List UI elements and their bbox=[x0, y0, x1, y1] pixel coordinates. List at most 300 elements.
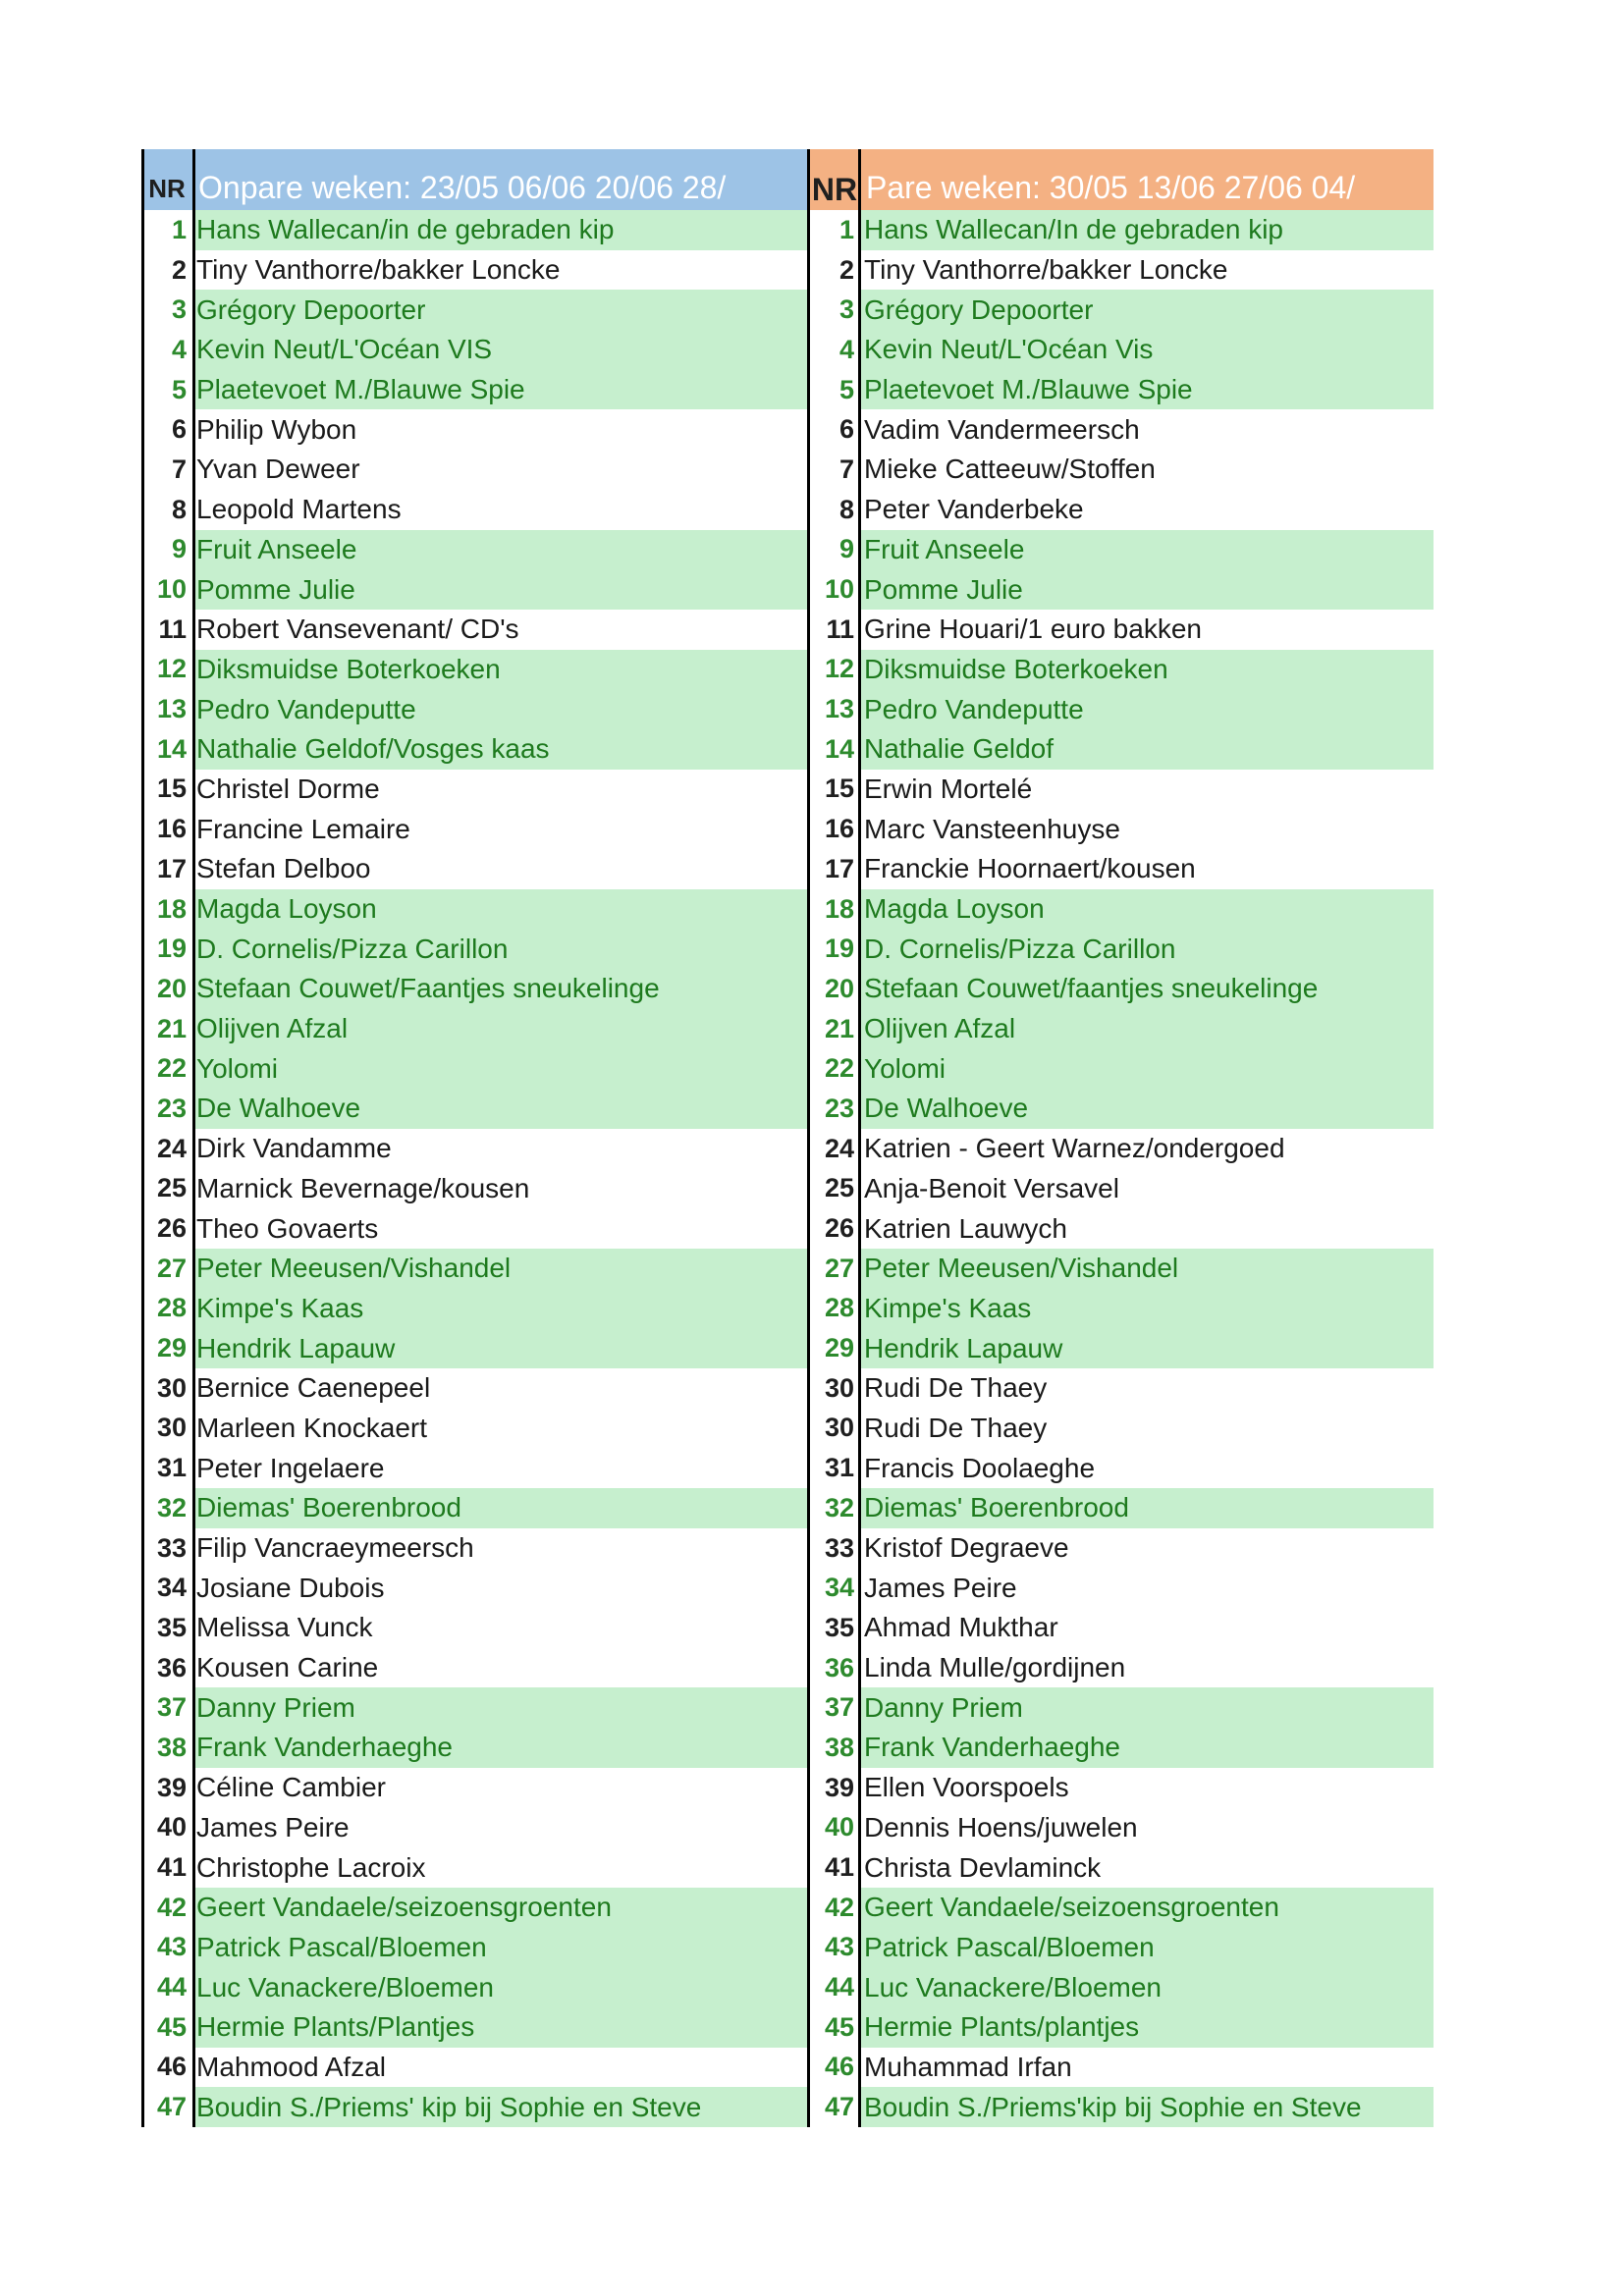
row-number: 41 bbox=[156, 1852, 187, 1883]
table-row bbox=[141, 1328, 809, 1368]
vendor-name: Frank Vanderhaeghe bbox=[192, 1728, 809, 1768]
table-row bbox=[809, 210, 1434, 250]
vendor-name: Peter Meeusen/Vishandel bbox=[860, 1249, 1434, 1289]
table-row bbox=[809, 1687, 1434, 1728]
vendor-name: Christa Devlaminck bbox=[864, 1851, 1102, 1883]
table-row bbox=[141, 1888, 809, 1928]
table-row bbox=[809, 809, 1434, 849]
row-number: 30 bbox=[824, 1413, 854, 1443]
row-number: 22 bbox=[156, 1053, 187, 1084]
table-row bbox=[809, 1728, 1434, 1768]
table-row bbox=[141, 2048, 809, 2088]
row-number: 27 bbox=[824, 1253, 854, 1283]
table-row bbox=[809, 1129, 1434, 1169]
table-row bbox=[809, 929, 1434, 969]
vendor-name: Muhammad Irfan bbox=[864, 2051, 1072, 2082]
vendor-name: Danny Priem bbox=[192, 1687, 809, 1728]
row-number: 15 bbox=[824, 774, 854, 804]
odd-weeks-rows bbox=[141, 210, 809, 2127]
odd-weeks-title: Onpare weken: 23/05 06/06 20/06 28/ bbox=[192, 149, 809, 210]
row-number: 43 bbox=[824, 1932, 854, 1962]
table-row bbox=[809, 849, 1434, 889]
table-row bbox=[141, 1808, 809, 1848]
row-number: 35 bbox=[156, 1612, 187, 1642]
vendor-name: Francis Doolaeghe bbox=[864, 1452, 1096, 1483]
row-number: 47 bbox=[156, 2092, 187, 2122]
table-row bbox=[141, 1847, 809, 1888]
row-number: 40 bbox=[824, 1812, 854, 1842]
table-row bbox=[141, 1249, 809, 1289]
vendor-name: James Peire bbox=[196, 1811, 350, 1842]
table-row bbox=[809, 1967, 1434, 2007]
row-number: 28 bbox=[156, 1293, 187, 1323]
vendor-name: Pomme Julie bbox=[860, 569, 1434, 610]
vendor-name: Diksmuidse Boterkoeken bbox=[192, 650, 809, 690]
table-row bbox=[141, 1048, 809, 1089]
table-row bbox=[141, 210, 809, 250]
table-row bbox=[141, 2007, 809, 2048]
even-weeks-rows bbox=[809, 210, 1434, 2127]
table-row bbox=[809, 409, 1434, 450]
vendor-name: Magda Loyson bbox=[860, 889, 1434, 930]
table-row bbox=[809, 250, 1434, 291]
row-number: 34 bbox=[156, 1573, 187, 1603]
row-number: 1 bbox=[839, 214, 854, 244]
row-number: 2 bbox=[839, 254, 854, 285]
table-row bbox=[809, 689, 1434, 729]
row-number: 22 bbox=[824, 1053, 854, 1084]
table-row bbox=[809, 2048, 1434, 2088]
row-number: 27 bbox=[156, 1253, 187, 1283]
vendor-name: Kimpe's Kaas bbox=[860, 1289, 1434, 1329]
row-number: 4 bbox=[171, 334, 187, 364]
vendor-name: Rudi De Thaey bbox=[864, 1372, 1048, 1404]
row-number: 26 bbox=[824, 1213, 854, 1244]
table-row bbox=[809, 490, 1434, 530]
row-number: 43 bbox=[156, 1932, 187, 1962]
table-row bbox=[809, 530, 1434, 570]
table-row bbox=[809, 770, 1434, 810]
row-number: 15 bbox=[156, 774, 187, 804]
table-row bbox=[809, 1409, 1434, 1449]
vendor-name: Vadim Vandermeersch bbox=[864, 413, 1140, 445]
vendor-name: Filip Vancraeymeersch bbox=[196, 1532, 474, 1564]
table-row bbox=[141, 490, 809, 530]
row-number: 11 bbox=[158, 614, 187, 644]
row-number: 32 bbox=[156, 1492, 187, 1522]
vendor-name: Magda Loyson bbox=[192, 889, 809, 930]
row-number: 16 bbox=[156, 814, 187, 844]
table-row bbox=[809, 969, 1434, 1009]
vendor-name: Dennis Hoens/juwelen bbox=[864, 1811, 1138, 1842]
vendor-name: D. Cornelis/Pizza Carillon bbox=[860, 929, 1434, 969]
vendor-name: Grine Houari/1 euro bakken bbox=[864, 614, 1202, 645]
vendor-name: Marleen Knockaert bbox=[196, 1412, 428, 1443]
table-row bbox=[809, 1847, 1434, 1888]
vendor-name: Fruit Anseele bbox=[192, 530, 809, 570]
row-number: 42 bbox=[156, 1892, 187, 1922]
vendor-name: Grégory Depoorter bbox=[192, 290, 809, 330]
row-number: 5 bbox=[839, 374, 854, 404]
row-number: 7 bbox=[839, 454, 854, 484]
table-row bbox=[809, 1808, 1434, 1848]
row-number: 20 bbox=[824, 973, 854, 1003]
row-number: 7 bbox=[171, 454, 187, 484]
row-number: 12 bbox=[156, 654, 187, 684]
table-row bbox=[809, 1048, 1434, 1089]
table-row bbox=[141, 1169, 809, 1209]
table-row bbox=[141, 1528, 809, 1569]
vendor-name: Stefaan Couwet/Faantjes sneukelinge bbox=[192, 969, 809, 1009]
vendor-name: Geert Vandaele/seizoensgroenten bbox=[860, 1888, 1434, 1928]
vendor-name: Céline Cambier bbox=[196, 1772, 386, 1803]
row-number: 21 bbox=[156, 1013, 187, 1043]
vendor-name: Hendrik Lapauw bbox=[860, 1328, 1434, 1368]
row-number: 6 bbox=[171, 414, 187, 445]
table-row bbox=[141, 1289, 809, 1329]
vendor-name: Hermie Plants/Plantjes bbox=[192, 2007, 809, 2048]
table-row bbox=[141, 530, 809, 570]
row-number: 12 bbox=[824, 654, 854, 684]
table-row bbox=[141, 889, 809, 930]
row-number: 35 bbox=[824, 1612, 854, 1642]
left-border-line bbox=[141, 149, 144, 2127]
table-row bbox=[809, 569, 1434, 610]
table-row bbox=[809, 1928, 1434, 1968]
vendor-name: Yolomi bbox=[860, 1048, 1434, 1089]
table-row bbox=[141, 1768, 809, 1808]
row-number: 18 bbox=[824, 893, 854, 924]
vendor-name: Erwin Mortelé bbox=[864, 773, 1033, 804]
odd-nr-divider bbox=[192, 149, 195, 2127]
vendor-name: Marnick Bevernage/kousen bbox=[196, 1172, 530, 1203]
table-row bbox=[809, 1208, 1434, 1249]
row-number: 11 bbox=[826, 614, 854, 644]
vendor-name: Danny Priem bbox=[860, 1687, 1434, 1728]
row-number: 4 bbox=[839, 334, 854, 364]
table-row bbox=[809, 1328, 1434, 1368]
vendor-name: Plaetevoet M./Blauwe Spie bbox=[860, 370, 1434, 410]
table-row bbox=[141, 969, 809, 1009]
table-row bbox=[141, 569, 809, 610]
row-number: 36 bbox=[824, 1652, 854, 1682]
table-row bbox=[809, 610, 1434, 650]
vendor-name: Anja-Benoit Versavel bbox=[864, 1172, 1119, 1203]
row-number: 38 bbox=[156, 1732, 187, 1762]
vendor-name: Peter Vanderbeke bbox=[864, 494, 1084, 525]
table-row bbox=[809, 370, 1434, 410]
table-row bbox=[141, 1409, 809, 1449]
vendor-name: Olijven Afzal bbox=[860, 1009, 1434, 1049]
row-number: 31 bbox=[824, 1453, 854, 1483]
vendor-name: Peter Meeusen/Vishandel bbox=[192, 1249, 809, 1289]
row-number: 45 bbox=[156, 2011, 187, 2042]
table-row bbox=[809, 729, 1434, 770]
middle-divider-line bbox=[807, 149, 810, 2127]
vendor-name: Francine Lemaire bbox=[196, 813, 410, 844]
row-number: 30 bbox=[156, 1413, 187, 1443]
vendor-name: Pomme Julie bbox=[192, 569, 809, 610]
row-number: 9 bbox=[839, 534, 854, 564]
row-number: 31 bbox=[156, 1453, 187, 1483]
table-row bbox=[809, 1448, 1434, 1488]
even-weeks-title: Pare weken: 30/05 13/06 27/06 04/ bbox=[860, 149, 1434, 210]
table-row bbox=[141, 250, 809, 291]
table-row bbox=[141, 2087, 809, 2127]
row-number: 40 bbox=[156, 1812, 187, 1842]
vendor-name: Christophe Lacroix bbox=[196, 1851, 426, 1883]
table-row bbox=[809, 1528, 1434, 1569]
vendor-name: Plaetevoet M./Blauwe Spie bbox=[192, 370, 809, 410]
table-row bbox=[809, 1608, 1434, 1648]
table-row bbox=[141, 1967, 809, 2007]
row-number: 23 bbox=[824, 1093, 854, 1123]
vendor-name: Grégory Depoorter bbox=[860, 290, 1434, 330]
row-number: 38 bbox=[824, 1732, 854, 1762]
vendor-name: Bernice Caenepeel bbox=[196, 1372, 431, 1404]
even-nr-header: NR bbox=[809, 149, 860, 210]
table-row bbox=[141, 1089, 809, 1129]
table-row bbox=[141, 689, 809, 729]
table-row bbox=[141, 1687, 809, 1728]
vendor-name: Patrick Pascal/Bloemen bbox=[860, 1928, 1434, 1968]
table-row bbox=[809, 1488, 1434, 1528]
row-number: 29 bbox=[824, 1333, 854, 1363]
vendor-name: Kristof Degraeve bbox=[864, 1532, 1069, 1564]
table-row bbox=[809, 1249, 1434, 1289]
table-row bbox=[141, 1448, 809, 1488]
table-row bbox=[809, 1169, 1434, 1209]
vendor-name: Kousen Carine bbox=[196, 1652, 379, 1683]
vendor-name: Katrien Lauwych bbox=[864, 1212, 1068, 1244]
row-number: 42 bbox=[824, 1892, 854, 1922]
vendor-name: Josiane Dubois bbox=[196, 1572, 385, 1603]
table-row bbox=[141, 290, 809, 330]
vendor-name: Marc Vansteenhuyse bbox=[864, 813, 1120, 844]
row-number: 20 bbox=[156, 973, 187, 1003]
table-row bbox=[809, 1089, 1434, 1129]
row-number: 39 bbox=[824, 1772, 854, 1802]
vendor-name: Nathalie Geldof/Vosges kaas bbox=[192, 729, 809, 770]
table-row bbox=[809, 1568, 1434, 1608]
odd-weeks-table bbox=[141, 149, 809, 2127]
row-number: 24 bbox=[156, 1133, 187, 1163]
table-row bbox=[809, 1768, 1434, 1808]
table-row bbox=[141, 330, 809, 370]
row-number: 26 bbox=[156, 1213, 187, 1244]
vendor-name: Pedro Vandeputte bbox=[192, 689, 809, 729]
vendor-name: Ahmad Mukthar bbox=[864, 1612, 1058, 1643]
vendor-name: Rudi De Thaey bbox=[864, 1412, 1048, 1443]
table-row bbox=[141, 650, 809, 690]
vendor-name: Linda Mulle/gordijnen bbox=[864, 1652, 1126, 1683]
row-number: 37 bbox=[824, 1692, 854, 1723]
row-number: 6 bbox=[839, 414, 854, 445]
row-number: 14 bbox=[156, 733, 187, 764]
row-number: 9 bbox=[171, 534, 187, 564]
table-row bbox=[141, 1368, 809, 1409]
table-row bbox=[809, 330, 1434, 370]
vendor-name: Fruit Anseele bbox=[860, 530, 1434, 570]
row-number: 30 bbox=[156, 1372, 187, 1403]
table-row bbox=[141, 409, 809, 450]
row-number: 24 bbox=[824, 1133, 854, 1163]
vendor-name: Hans Wallecan/in de gebraden kip bbox=[192, 210, 809, 250]
vendor-name: De Walhoeve bbox=[192, 1089, 809, 1129]
vendor-name: Luc Vanackere/Bloemen bbox=[860, 1967, 1434, 2007]
row-number: 44 bbox=[156, 1972, 187, 2002]
vendor-name: Philip Wybon bbox=[196, 413, 357, 445]
vendor-name: Melissa Vunck bbox=[196, 1612, 373, 1643]
row-number: 47 bbox=[824, 2092, 854, 2122]
row-number: 46 bbox=[156, 2052, 187, 2082]
table-row bbox=[141, 1928, 809, 1968]
table-row bbox=[141, 929, 809, 969]
even-nr-divider bbox=[858, 149, 861, 2127]
row-number: 34 bbox=[824, 1573, 854, 1603]
vendor-name: Robert Vansevenant/ CD's bbox=[196, 614, 519, 645]
vendor-name: Nathalie Geldof bbox=[860, 729, 1434, 770]
row-number: 3 bbox=[839, 294, 854, 325]
row-number: 19 bbox=[156, 934, 187, 964]
vendor-name: Dirk Vandamme bbox=[196, 1133, 392, 1164]
row-number: 13 bbox=[824, 694, 854, 724]
table-row bbox=[141, 809, 809, 849]
vendor-name: Tiny Vanthorre/bakker Loncke bbox=[864, 254, 1228, 286]
table-row bbox=[141, 1608, 809, 1648]
vendor-name: Stefaan Couwet/faantjes sneukelinge bbox=[860, 969, 1434, 1009]
table-row bbox=[141, 770, 809, 810]
row-number: 8 bbox=[171, 494, 187, 524]
row-number: 25 bbox=[156, 1173, 187, 1203]
table-row bbox=[141, 1728, 809, 1768]
row-number: 18 bbox=[156, 893, 187, 924]
vendor-name: Frank Vanderhaeghe bbox=[860, 1728, 1434, 1768]
odd-weeks-header bbox=[141, 149, 809, 210]
table-row bbox=[141, 450, 809, 490]
row-number: 46 bbox=[824, 2052, 854, 2082]
vendor-name: Hans Wallecan/In de gebraden kip bbox=[860, 210, 1434, 250]
table-row bbox=[809, 1648, 1434, 1688]
table-row bbox=[809, 290, 1434, 330]
row-number: 45 bbox=[824, 2011, 854, 2042]
vendor-name: Ellen Voorspoels bbox=[864, 1772, 1069, 1803]
table-row bbox=[141, 1208, 809, 1249]
table-row bbox=[141, 370, 809, 410]
vendor-name: Theo Govaerts bbox=[196, 1212, 379, 1244]
vendor-name: D. Cornelis/Pizza Carillon bbox=[192, 929, 809, 969]
row-number: 14 bbox=[824, 733, 854, 764]
row-number: 25 bbox=[824, 1173, 854, 1203]
row-number: 36 bbox=[156, 1652, 187, 1682]
row-number: 33 bbox=[156, 1532, 187, 1563]
vendor-name: Diksmuidse Boterkoeken bbox=[860, 650, 1434, 690]
row-number: 1 bbox=[171, 214, 187, 244]
row-number: 30 bbox=[824, 1372, 854, 1403]
table-row bbox=[141, 1488, 809, 1528]
row-number: 13 bbox=[156, 694, 187, 724]
vendor-name: Luc Vanackere/Bloemen bbox=[192, 1967, 809, 2007]
vendor-name: Geert Vandaele/seizoensgroenten bbox=[192, 1888, 809, 1928]
table-row bbox=[141, 1568, 809, 1608]
vendor-name: Tiny Vanthorre/bakker Loncke bbox=[196, 254, 561, 286]
vendor-name: Katrien - Geert Warnez/ondergoed bbox=[864, 1133, 1285, 1164]
vendor-name: Kevin Neut/L'Océan VIS bbox=[192, 330, 809, 370]
vendor-name: Hermie Plants/plantjes bbox=[860, 2007, 1434, 2048]
vendor-name: Mieke Catteeuw/Stoffen bbox=[864, 454, 1156, 485]
row-number: 44 bbox=[824, 1972, 854, 2002]
row-number: 10 bbox=[156, 574, 187, 605]
row-number: 10 bbox=[824, 574, 854, 605]
vendor-name: Boudin S./Priems'kip bij Sophie en Steve bbox=[860, 2087, 1434, 2127]
vendor-name: Yvan Deweer bbox=[196, 454, 360, 485]
vendor-name: Yolomi bbox=[192, 1048, 809, 1089]
vendor-name: Hendrik Lapauw bbox=[192, 1328, 809, 1368]
table-row bbox=[141, 610, 809, 650]
row-number: 2 bbox=[171, 254, 187, 285]
row-number: 17 bbox=[824, 853, 854, 883]
vendor-name: Stefan Delboo bbox=[196, 853, 371, 884]
row-number: 3 bbox=[171, 294, 187, 325]
vendor-name: Patrick Pascal/Bloemen bbox=[192, 1928, 809, 1968]
table-row bbox=[141, 849, 809, 889]
row-number: 39 bbox=[156, 1772, 187, 1802]
table-row bbox=[809, 889, 1434, 930]
vendor-name: Leopold Martens bbox=[196, 494, 402, 525]
row-number: 17 bbox=[156, 853, 187, 883]
vendor-name: Diemas' Boerenbrood bbox=[860, 1488, 1434, 1528]
table-row bbox=[809, 2087, 1434, 2127]
table-row bbox=[809, 1888, 1434, 1928]
row-number: 8 bbox=[839, 494, 854, 524]
vendor-name: De Walhoeve bbox=[860, 1089, 1434, 1129]
vendor-name: Diemas' Boerenbrood bbox=[192, 1488, 809, 1528]
row-number: 29 bbox=[156, 1333, 187, 1363]
even-weeks-table bbox=[809, 149, 1434, 2127]
vendor-name: Kevin Neut/L'Océan Vis bbox=[860, 330, 1434, 370]
vendor-name: Franckie Hoornaert/kousen bbox=[864, 853, 1196, 884]
table-row bbox=[141, 1129, 809, 1169]
row-number: 21 bbox=[824, 1013, 854, 1043]
row-number: 5 bbox=[171, 374, 187, 404]
table-row bbox=[809, 650, 1434, 690]
vendor-name: Kimpe's Kaas bbox=[192, 1289, 809, 1329]
vendor-name: Pedro Vandeputte bbox=[860, 689, 1434, 729]
odd-nr-header: NR bbox=[141, 149, 192, 210]
table-row bbox=[809, 1009, 1434, 1049]
table-row bbox=[809, 1368, 1434, 1409]
row-number: 19 bbox=[824, 934, 854, 964]
table-row bbox=[809, 450, 1434, 490]
row-number: 28 bbox=[824, 1293, 854, 1323]
row-number: 41 bbox=[824, 1852, 854, 1883]
table-row bbox=[809, 2007, 1434, 2048]
vendor-name: Peter Ingelaere bbox=[196, 1452, 385, 1483]
row-number: 33 bbox=[824, 1532, 854, 1563]
vendor-name: Olijven Afzal bbox=[192, 1009, 809, 1049]
row-number: 32 bbox=[824, 1492, 854, 1522]
even-weeks-header bbox=[809, 149, 1434, 210]
vendor-name: Christel Dorme bbox=[196, 773, 380, 804]
table-row bbox=[809, 1289, 1434, 1329]
table-row bbox=[141, 1648, 809, 1688]
row-number: 37 bbox=[156, 1692, 187, 1723]
vendor-name: Boudin S./Priems' kip bij Sophie en Steve bbox=[192, 2087, 809, 2127]
table-row bbox=[141, 729, 809, 770]
row-number: 16 bbox=[824, 814, 854, 844]
vendor-name: Mahmood Afzal bbox=[196, 2051, 386, 2082]
table-row bbox=[141, 1009, 809, 1049]
